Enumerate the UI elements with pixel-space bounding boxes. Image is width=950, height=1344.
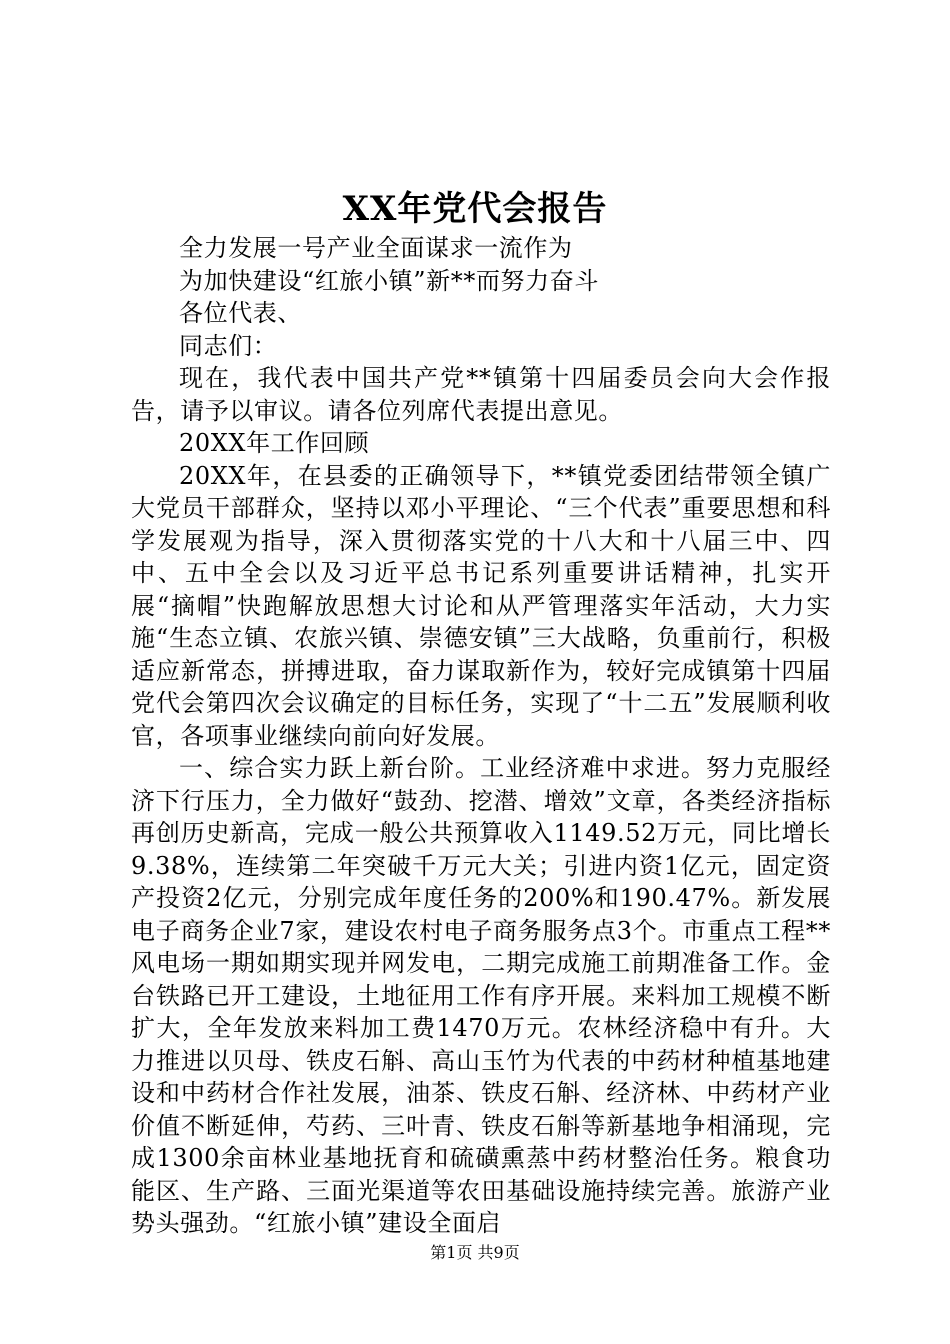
document-body — [131, 232, 831, 1240]
section-heading: 20XX年工作回顾 — [179, 429, 370, 457]
intro-paragraph: 现在，我代表中国共产党**镇第十四届委员会向大会作报告，请予以审议。请各位列席代表提出意见。 — [131, 364, 831, 425]
salutation-delegates: 各位代表、 — [179, 299, 302, 327]
subtitle-line-1: 全力发展一号产业全面谋求一流作为 — [179, 234, 573, 262]
subtitle-line-2: 为加快建设“红旅小镇”新**而努力奋斗 — [179, 266, 599, 295]
section-one-paragraph: 一、综合实力跃上新台阶。工业经济难中求进。努力克服经济下行压力，全力做好“鼓劲、挖潜、增效”文章，各类经济指标再创历史新高，完成一般公共预算收入1149.52万元，同比增长9.38%，连续第二年突破千万元大关；引进内资1亿元，固定资产投资2亿元，分别完成年度任务的200%和190.47%。新发展电子商务企业7家，建设农村电子商务服务点3个。市重点工程**风电场一期如期实现并网发电，二期完成施工前期准备工作。金台铁路已开工建设，土地征用工作有序开展。来料加工规模不断扩大，全年发放来料加工费1470万元。农林经济稳中有升。大力推进以贝母、铁皮石斛、高山玉竹为代表的中药材种植基地建设和中药材合作社发展，油茶、铁皮石斛、经济林、中药材产业价值不断延伸，芍药、三叶青、铁皮石斛等新基地争相涌现，完成1300余亩林业基地抚育和硫磺熏蒸中药材整治任务。粮食功能区、生产路、三面光渠道等农田基础设施持续完善。旅游产业势头强劲。“红旅小镇”建设全面启 — [131, 754, 831, 1237]
page-footer: 第1页 共9页 — [430, 1243, 520, 1262]
salutation-comrades: 同志们： — [179, 331, 278, 360]
review-paragraph: 20XX年，在县委的正确领导下，**镇党委团结带领全镇广大党员干部群众，坚持以邓小平理论、“三个代表”重要思想和科学发展观为指导，深入贯彻落实党的十八大和十八届三中、四中、五中全会以及习近平总书记系列重要讲话精神，扎实开展“摘帽”快跑解放思想大讨论和从严管理落实年活动，大力实施“生态立镇、农旅兴镇、崇德安镇”三大战略，负重前行，积极适应新常态，拼搏进取，奋力谋取新作为，较好完成镇第十四届党代会第四次会议确定的目标任务，实现了“十二五”发展顺利收官，各项事业继续向前向好发展。 — [131, 461, 831, 750]
document-title: XX年党代会报告 — [342, 189, 608, 229]
